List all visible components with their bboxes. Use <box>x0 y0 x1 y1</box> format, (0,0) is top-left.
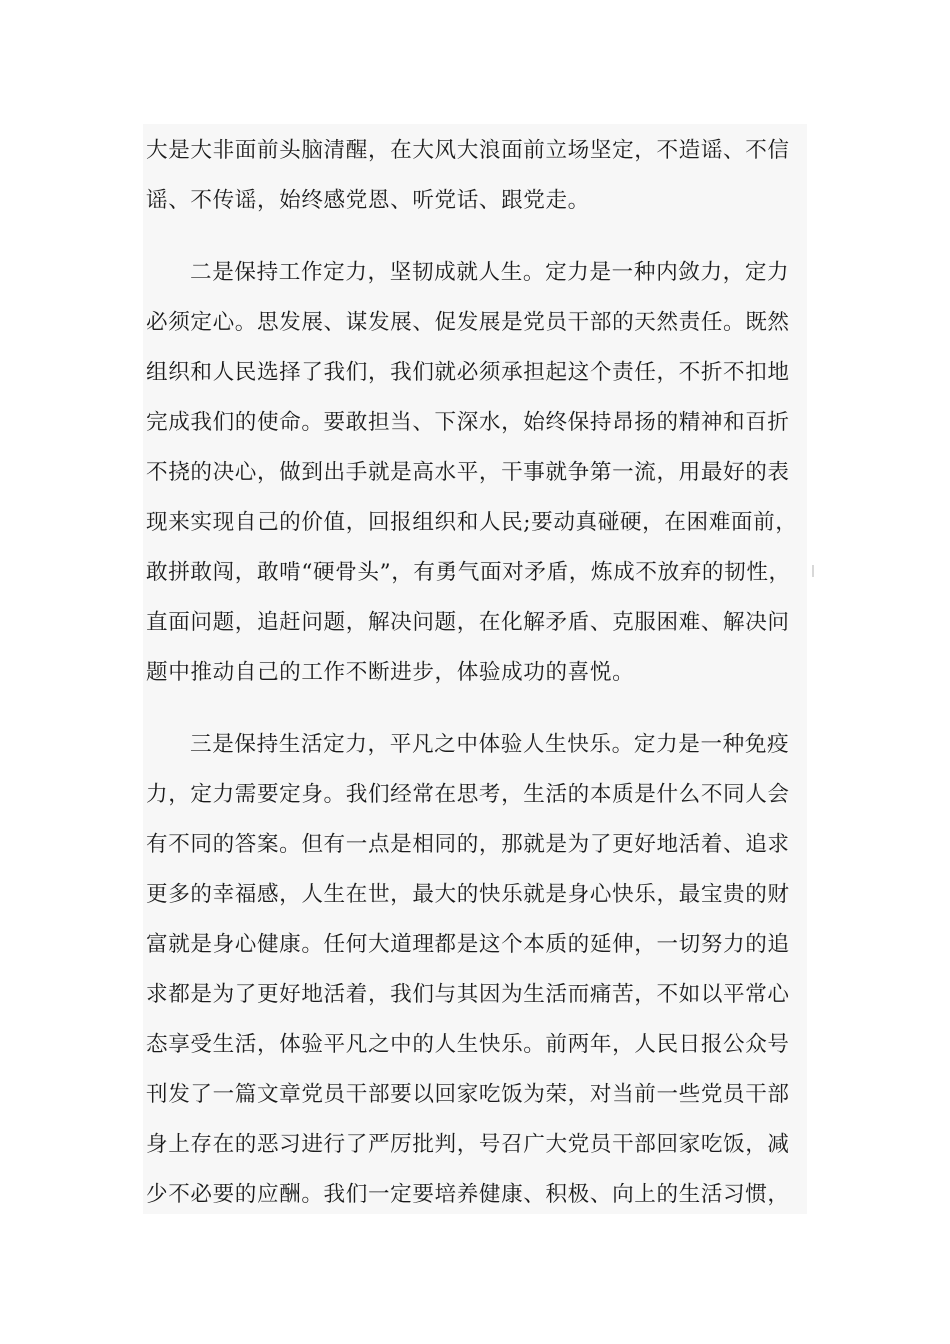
paragraph-line: 敢拼敢闯，敢啃“硬骨头”，有勇气面对矛盾，炼成不放弃的韧性， <box>146 560 791 585</box>
paragraph-line: 三是保持生活定力，平凡之中体验人生快乐。定力是一种免疫 <box>190 732 790 757</box>
paragraph-line: 更多的幸福感，人生在世，最大的快乐就是身心快乐，最宝贵的财 <box>146 882 790 907</box>
paragraph-line: 谣、不传谣，始终感党恩、听党话、跟党走。 <box>146 188 590 213</box>
paragraph-line: 富就是身心健康。任何大道理都是这个本质的延伸，一切努力的追 <box>146 932 790 957</box>
paragraph-line: 刊发了一篇文章党员干部要以回家吃饭为荣，对当前一些党员干部 <box>146 1082 790 1107</box>
paragraph-line: 组织和人民选择了我们，我们就必须承担起这个责任，不折不扣地 <box>146 360 790 385</box>
paragraph-line: 身上存在的恶习进行了严厉批判，号召广大党员干部回家吃饭，减 <box>146 1132 790 1157</box>
paragraph-2 <box>146 248 806 698</box>
paragraph-line: 少不必要的应酬。我们一定要培养健康、积极、向上的生活习惯， <box>146 1182 790 1207</box>
paragraph-line: 完成我们的使命。要敢担当、下深水，始终保持昂扬的精神和百折 <box>146 410 790 435</box>
margin-mark <box>812 565 814 577</box>
paragraph-line: 有不同的答案。但有一点是相同的，那就是为了更好地活着、追求 <box>146 832 790 857</box>
paragraph-line: 态享受生活，体验平凡之中的人生快乐。前两年，人民日报公众号 <box>146 1032 790 1057</box>
paragraph-3 <box>146 720 806 1220</box>
paragraph-line: 二是保持工作定力，坚韧成就人生。定力是一种内敛力，定力 <box>190 260 790 285</box>
paragraph-line: 力，定力需要定身。我们经常在思考，生活的本质是什么不同人会 <box>146 782 790 807</box>
paragraph-line: 题中推动自己的工作不断进步，体验成功的喜悦。 <box>146 660 635 685</box>
paragraph-line: 不挠的决心，做到出手就是高水平，干事就争第一流，用最好的表 <box>146 460 790 485</box>
paragraph-line: 直面问题，追赶问题，解决问题，在化解矛盾、克服困难、解决问 <box>146 610 790 635</box>
paragraph-line: 求都是为了更好地活着，我们与其因为生活而痛苦，不如以平常心 <box>146 982 790 1007</box>
paragraph-line: 必须定心。思发展、谋发展、促发展是党员干部的天然责任。既然 <box>146 310 790 335</box>
paragraph-1 <box>146 126 806 226</box>
paragraph-line: 现来实现自己的价值，回报组织和人民;要动真碰硬，在困难面前， <box>146 510 798 535</box>
paragraph-line: 大是大非面前头脑清醒，在大风大浪面前立场坚定，不造谣、不信 <box>146 138 790 163</box>
